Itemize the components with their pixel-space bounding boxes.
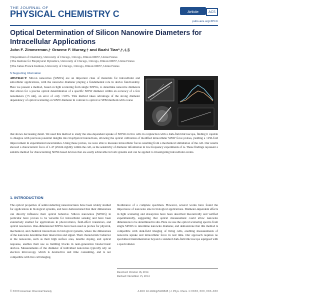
abstract-text [10, 76, 140, 103]
affiliation-3: §The James Franck Institute, University of Chicago, Chicago, Illinois 60637, United States [10, 63, 120, 68]
journal-name: PHYSICAL CHEMISTRY [10, 9, 111, 19]
journal-url[interactable]: pubs.acs.org/JPCC [192, 19, 218, 23]
toc-graphic-svg [144, 76, 218, 130]
section-heading: 1. INTRODUCTION [10, 196, 44, 200]
revised-date: Revised: December 15, 2014 [117, 275, 150, 278]
article-type-badge: Article [180, 7, 206, 15]
journal-letter: C [112, 9, 120, 19]
body-column-1: The optical properties of semiconducting nanostructures have been widely studied for applications in biological systems, and have demonstrated that their dimensions can directly influence their optical behavior. Silicon nanowires (SiNWs) in particular have proven to be versatile for intracellular sensing and have been extensively studied for applications in photovoltaics, field-effect transistors, and optical resonators. One-dimensional SiNWs have been used as probes for physical, mechanical, and chemical interactions in biological systems, where the dimensions of the nanowire determine their interaction and signal. Their characteristic behavior at the nanoscale, such as their high surface area, tunable doping, and optical response, enables their use as building blocks in next-generation bioelectronic devices. Measurements of the diameter of individual nanowires typically rely on electron microscopy, which is destructive and time consuming, and is not compatible with live cell imaging. [10, 203, 111, 259]
copyright: © XXXX American Chemical Society [10, 290, 52, 293]
abstract-body-1: Silicon nanowires (SiNWs) are an important class of materials for intracellular and subcellular applications, with the nanowire diameter playing a fundamental role in device functionality. Here we present a method, based on light scattering from single SiNWs, to determine nanowire diameters that allows for a precise optical determination of a specific SiNW diameter within an accuracy of a few nanometers (<5 nm), an error of only ~3.8%. This method takes advantage of the strong diameter dependency of optical scattering on SiNW diameter in contrast to optical or SEM methods with coarse [10, 76, 140, 103]
abstract-body-2: that shows decreasing detail. We used this method to study the size-dependent uptake of SiNWs in live cells in conjunction with a dark-field microscope, finding it capable to disagree with previous potential insights into biophysical interactions, allowing the optical calibration of modified intracellular SiNW force probes, yielding a ~250-fold improvement in experimental uncertainties. Using these probes, we were able to measure intracellular forces resulting from a mechanical stimulation of the cell. Our results showed a characteristic force of 1.47 pN/nm rigidity within the cell, as the sensitivity of diameter information in low-frequency experiments of A. These findings represent a suitable method for characterizing SiNW-based devices that are easily achievable in both systems and can be applied to investigating intracellular events. [10, 132, 218, 154]
journal-line1: THE JOURNAL OF [10, 5, 49, 10]
affiliation-2: ‡The Institute for Biophysical Dynamics, University of Chicago, Chicago, Illinois 60637, United States [10, 59, 135, 64]
body-column-2: biodistance of a complete specimen. However, several works have found the importance of nanowire size in biological applications. Diameter-dependent effects in light scattering and absorption have been described theoretically and verified experimentally, suggesting that optical measurement could allow nanowire dimensions to be determined in situ. Here we use the optical scattering spectra from single SiNWs to determine nanowire diameter, and demonstrate that this method is compatible with dark-field imaging of living cells, enabling measurements of nanowire uptake and intracellular force in real time. Our approach requires no specialized instrumentation beyond a standard dark-field microscope equipped with a spectrometer. [117, 203, 218, 246]
abstract-section [10, 76, 218, 194]
article-title: Optical Determination of Silicon Nanowire Diameters for Intracellular Applications [10, 28, 202, 46]
page-doi: A DOI: 10.1021/jp5103645 | J. Phys. Chem. C XXXX, XXX, XXX–XXX [137, 290, 218, 293]
journal-masthead [10, 6, 119, 19]
received-date: Received: October 16, 2014 [117, 271, 149, 274]
affiliation-1: †Department of Chemistry, University of Chicago, Chicago, Illinois 60637, United States [10, 55, 118, 59]
publisher-logo: ACS [206, 8, 218, 16]
received-dates [117, 268, 218, 279]
abstract-label: ABSTRACT: [10, 76, 28, 80]
affiliations [10, 55, 215, 68]
journal-line2 [10, 10, 119, 19]
header-rule [10, 25, 218, 26]
supporting-info-link[interactable]: S Supporting Information [10, 71, 41, 75]
toc-graphic [144, 76, 218, 130]
author-list: John F. Zimmerman,† Graeme F. Murray,† and Bozhi Tian*,†,‡,§ [10, 47, 130, 52]
